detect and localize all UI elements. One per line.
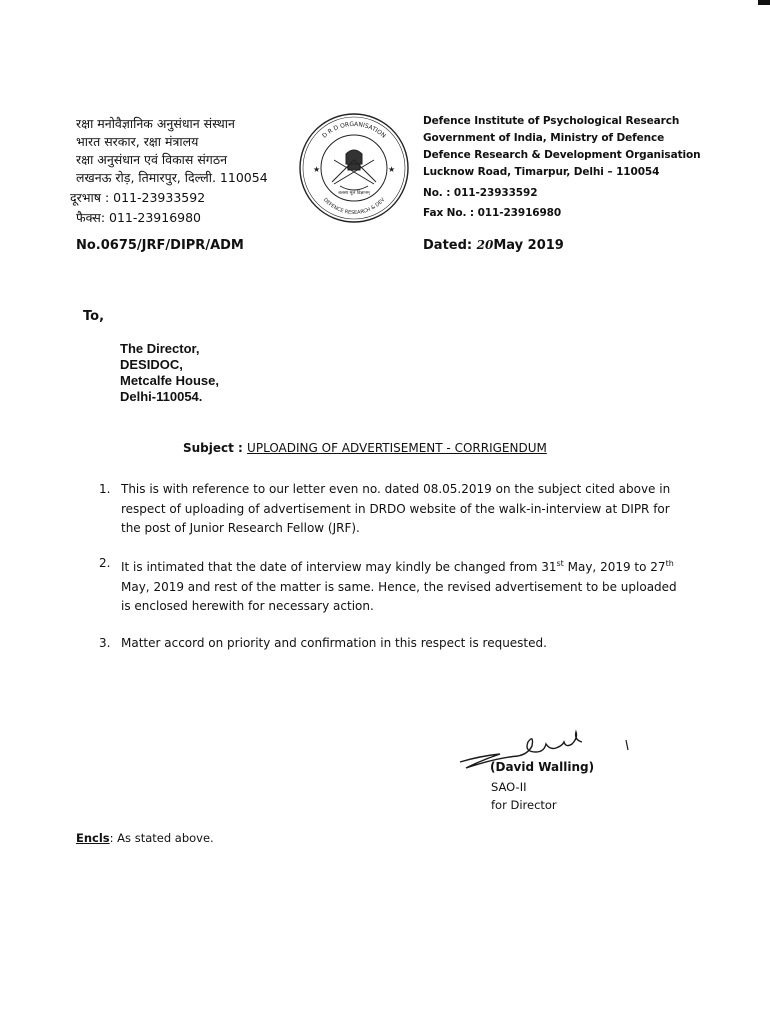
- subject-label: Subject :: [183, 441, 243, 455]
- paragraph-3: [99, 634, 679, 654]
- svg-text:★: ★: [313, 165, 321, 174]
- paragraph-text: This is with reference to our letter even no. dated 08.05.2019 on the subject cited above in respect of uploading of advertisement in DRDO website of the walk-in-interview at DIPR for the post of Junior Research Fellow (JRF).: [121, 482, 671, 535]
- subject-line: [183, 441, 547, 455]
- signatory-for: for Director: [491, 798, 557, 812]
- hindi-institute-name: रक्षा मनोवैज्ञानिक अनुसंधान संस्थान: [76, 116, 235, 131]
- subject-text: UPLOADING OF ADVERTISEMENT - CORRIGENDUM: [247, 441, 547, 455]
- addressee-line-1: The Director,: [120, 341, 200, 356]
- date-month-year: May 2019: [493, 238, 564, 253]
- scan-edge-mark: [758, 0, 770, 5]
- hindi-organisation: रक्षा अनुसंधान एवं विकास संगठन: [76, 152, 228, 167]
- hindi-phone: दूरभाष : 011-23933592: [70, 190, 206, 205]
- svg-text:DEFENCE RESEARCH & DEV: [322, 197, 387, 216]
- hindi-fax: फैक्स: 011-23916980: [76, 210, 202, 225]
- paragraph-1: [99, 480, 679, 539]
- paragraph-text: Matter accord on priority and confirmation in this respect is requested.: [121, 636, 547, 650]
- paragraph-2: [99, 554, 679, 617]
- addressee-line-2: DESIDOC,: [120, 357, 183, 372]
- government-ministry: Government of India, Ministry of Defence: [423, 132, 665, 144]
- drdo-seal: [298, 112, 410, 224]
- institute-address: Lucknow Road, Timarpur, Delhi – 110054: [423, 166, 660, 178]
- date-day-handwritten: 20: [476, 238, 494, 252]
- paragraph-number: 2.: [99, 556, 111, 570]
- institute-name: Defence Institute of Psychological Research: [423, 115, 680, 127]
- organisation-name: Defence Research & Development Organisation: [423, 149, 701, 161]
- phone-number: No. : 011-23933592: [423, 187, 538, 199]
- svg-text:D R D ORGANISATION: [321, 121, 387, 140]
- seal-ring-text: D R D ORGANISATION: [321, 120, 387, 140]
- seal-motto: बलस्य मूलं विज्ञानम्: [338, 191, 370, 196]
- fax-number: Fax No. : 011-23916980: [423, 207, 562, 219]
- letter-date: [423, 238, 564, 253]
- seal-bottom-text: DEFENCE RESEARCH & DEV: [321, 197, 387, 217]
- enclosures-text: : As stated above.: [109, 831, 214, 845]
- date-label: Dated:: [423, 238, 473, 253]
- to-label: To,: [83, 309, 105, 324]
- paragraph-number: 1.: [99, 482, 111, 496]
- addressee-line-4: Delhi-110054.: [120, 389, 203, 404]
- svg-text:★: ★: [388, 165, 396, 174]
- reference-number: No.0675/JRF/DIPR/ADM: [76, 238, 244, 253]
- enclosures-label: Encls: [76, 831, 110, 845]
- addressee-line-3: Metcalfe House,: [120, 373, 219, 388]
- signatory-name: (David Walling): [490, 760, 595, 774]
- hindi-government: भारत सरकार, रक्षा मंत्रालय: [76, 134, 199, 149]
- hindi-address: लखनऊ रोड़, तिमारपुर, दिल्ली. 110054: [76, 170, 268, 185]
- paragraph-number: 3.: [99, 636, 111, 650]
- paragraph-text: It is intimated that the date of interview may kindly be changed from 31st May, 2019 to 27th May, 2019 and rest of the matter is same. Hence, the revised advertisement to be uploaded is enclosed herewith for necessary action.: [121, 559, 677, 613]
- signatory-designation: SAO-II: [491, 780, 527, 794]
- enclosures: [76, 831, 214, 845]
